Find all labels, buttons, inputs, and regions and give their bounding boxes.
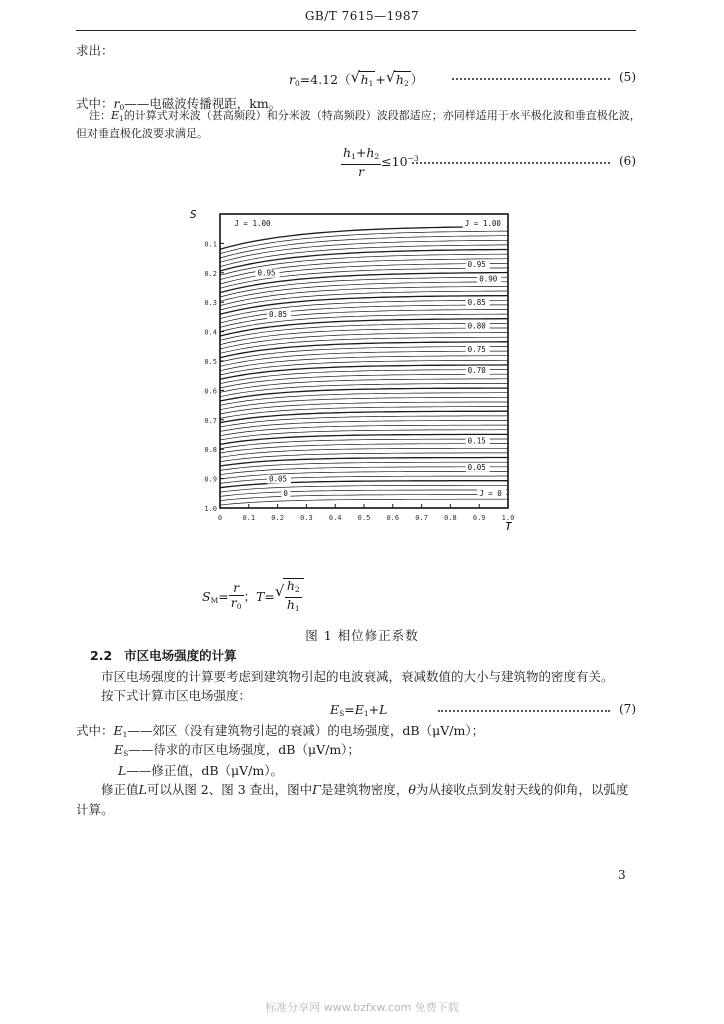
sqrt-h2: √ $h_2$ — [385, 68, 409, 88]
equation-number-5: (5) — [619, 70, 636, 84]
curve-label: 0 — [283, 489, 288, 499]
dot-leader-5 — [452, 78, 610, 80]
y-tick-label: 0.1 — [204, 240, 217, 249]
x-axis-label: T — [505, 520, 512, 533]
where-r0: 式中：$r_0——$电磁波传播视距，km。 — [76, 96, 282, 112]
x-tick-label: 0.8 — [444, 514, 457, 522]
x-tick-label: 0.2 — [271, 514, 284, 522]
paragraph-correction-line-2: 计算。 — [76, 802, 114, 817]
curve — [220, 462, 508, 470]
equation-number-7: (7) — [619, 702, 636, 716]
curve-label: 0.85 — [268, 309, 288, 319]
curve-label: 0.70 — [467, 365, 486, 375]
sqrt-h1: √ $h_1$ — [350, 68, 374, 88]
where-e1: 式中：$E_1——$郊区（没有建筑物引起的衰减）的电场强度，dB（μV/m）； — [76, 723, 485, 739]
x-tick-label: 0.6 — [386, 514, 400, 522]
figure-caption: 图 1 相位修正系数 — [305, 628, 419, 643]
x-tick-label: 0.1 — [242, 514, 256, 522]
x-tick-label: 1.0 — [501, 514, 515, 522]
sqrt-h2-over-h1: √ $\frac{h_2}{h_1}$ — [275, 578, 304, 616]
where-es: $E_S——$待求的市区电场强度，dB（μV/m）； — [114, 742, 360, 758]
curve — [220, 227, 508, 250]
curve — [220, 481, 508, 488]
x-tick-label: 0.3 — [300, 514, 313, 522]
section-heading: 2.2 市区电场强度的计算 — [90, 648, 237, 663]
paragraph-attenuation: 市区电场强度的计算要考虑到建筑物引起的电波衰减，衰减数值的大小与建筑物的密度有关。 — [101, 669, 614, 684]
y-tick-label: 1.0 — [204, 505, 217, 513]
y-tick-label: 0.3 — [204, 299, 217, 308]
dot-leader-6 — [412, 162, 610, 164]
y-tick-label: 0.5 — [204, 358, 217, 366]
x-axis-ticks — [218, 504, 514, 522]
equation-number-6: (6) — [619, 154, 636, 168]
curve — [220, 476, 508, 483]
curve-label: 0.15 — [467, 436, 486, 446]
x-tick-label: 0.4 — [328, 514, 342, 522]
standard-header: GB/T 7615—1987 — [304, 9, 420, 23]
figure-formula: $S_M=$ $\frac{r}{r_0}$ ；T= √ $\frac{h_2}{h_1}$ — [202, 578, 304, 616]
curve — [220, 314, 508, 332]
curve — [220, 485, 508, 492]
y-tick-label: 0.7 — [204, 416, 217, 425]
curve — [220, 319, 508, 336]
equation-7: $E_S=E_1+L$ — [330, 702, 388, 718]
curve-label: 0.95 — [467, 259, 486, 269]
curve-label: 0.85 — [467, 298, 486, 308]
curve — [220, 356, 508, 371]
y-tick-label: 0.8 — [204, 446, 217, 455]
y-tick-label: 0.4 — [204, 328, 217, 337]
curve — [220, 471, 508, 479]
where-l: L——修正值，dB（μV/m）。 — [118, 763, 283, 778]
equation-6: $\frac{h_1+h_2}{r}$ $\le 10^{-3}$ — [343, 145, 419, 179]
page-number: 3 — [618, 868, 626, 882]
y-tick-label: 0.6 — [204, 387, 217, 396]
paragraph-formula-intro: 按下式计算市区电场强度： — [101, 688, 252, 703]
curve-label: 0.05 — [268, 474, 288, 484]
curve — [220, 458, 508, 467]
curve-label: 0.90 — [479, 274, 498, 284]
x-tick-label: 0 — [217, 514, 223, 522]
curve-label: 0.75 — [467, 345, 486, 355]
note-line-2: 但对垂直极化波要求满足。 — [76, 127, 208, 140]
note-line-1: 注：$E_1$的计算式对米波（甚高频段）和分米波（特高频段）波段都适应；亦同样适用于水平极化波和垂直极化波， — [89, 109, 641, 123]
curve — [220, 342, 508, 358]
y-axis-ticks — [204, 240, 224, 513]
curve-label: 0.05 — [467, 462, 486, 472]
fraction-h-over-r: $\frac{h_1+h_2}{r}$ — [343, 145, 380, 179]
x-tick-label: 0.5 — [357, 514, 371, 522]
dot-leader-7 — [438, 710, 610, 712]
curve — [220, 351, 508, 366]
phase-correction-chart — [180, 200, 520, 540]
curve — [220, 467, 508, 475]
curve — [220, 274, 508, 297]
derive-label: 求出： — [76, 43, 114, 58]
equation-5: $r_0=4.12$（ √ $h_1$ + √ $h_2$ ） — [289, 68, 424, 88]
curve-label: 0.80 — [467, 321, 486, 331]
y-axis-label: S — [190, 208, 197, 221]
curve-label: J = 1.00 — [464, 218, 501, 228]
chart-frame — [220, 214, 508, 508]
header-rule — [76, 30, 636, 31]
y-tick-label: 0.2 — [204, 269, 217, 278]
y-tick-label: 0.9 — [204, 475, 217, 484]
curve-label: J = 1.00 — [234, 218, 271, 228]
curve — [220, 490, 508, 497]
curve-label: 0.95 — [257, 268, 276, 278]
x-tick-label: 0.9 — [472, 514, 486, 522]
curve — [220, 365, 508, 379]
paragraph-correction-line-1: 修正值L可以从图 2、图 3 查出，图中Γ是建筑物密度，θ为从接收点到发射天线的仰角，以弧度 — [101, 782, 629, 797]
watermark: 标准分享网 www.bzfxw.com 免费下载 — [265, 1001, 459, 1014]
curve — [220, 346, 508, 362]
curve-label: J = 0 — [479, 489, 502, 499]
x-tick-label: 0.7 — [415, 514, 428, 522]
